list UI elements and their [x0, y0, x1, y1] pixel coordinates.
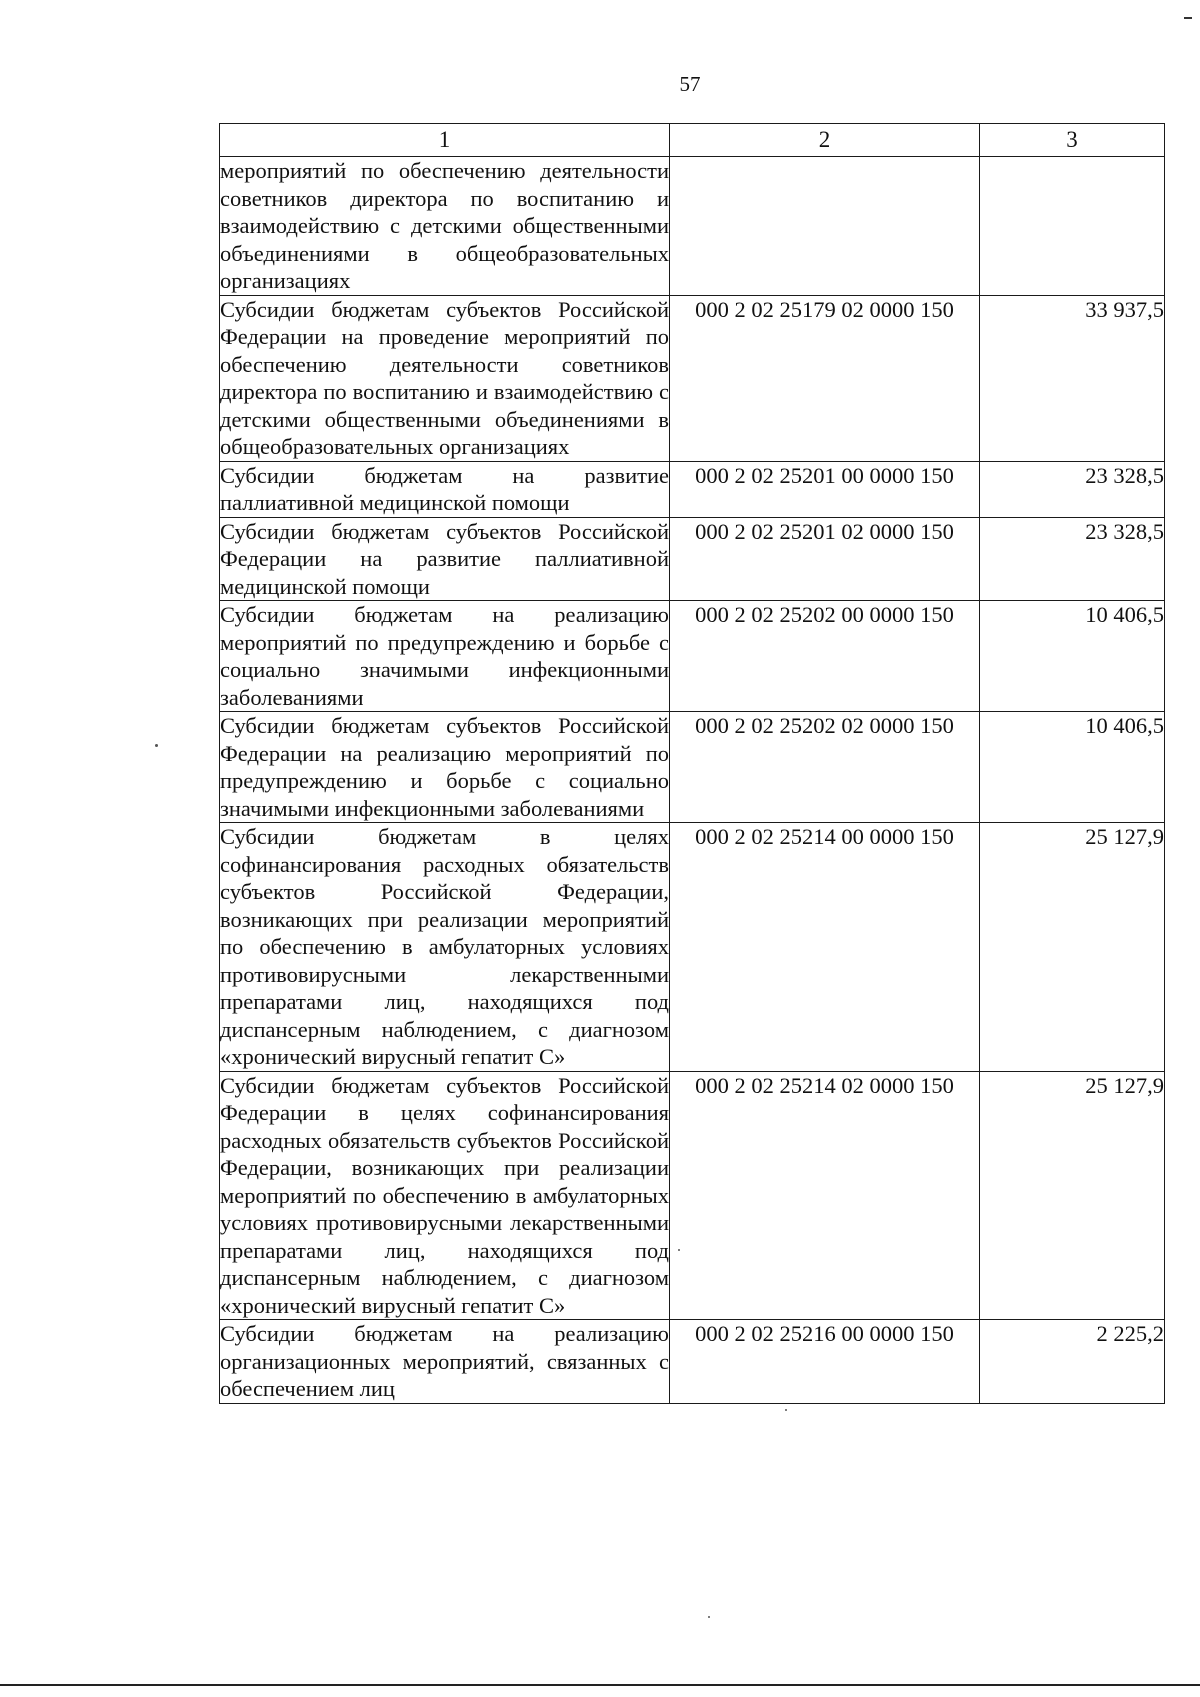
row-description: Субсидии бюджетам субъектов Российской Федерации в целях софинансирования расходных обязательств субъектов Российской Федерации, возникающих при реализации мероприятий по обеспечению в амбулаторных условиях противовирусными лекарственными препаратами лиц, находящихся под диспансерным наблюдением, с диагнозом «хронический вирусный гепатит С» [220, 1072, 669, 1318]
header-column-3: 3 [980, 124, 1165, 157]
row-code: 000 2 02 25179 02 0000 150 [670, 295, 980, 461]
header-row [220, 124, 1165, 157]
row-amount: 10 406,5 [980, 601, 1165, 712]
row-description: мероприятий по обеспечению деятельности советников директора по воспитанию и взаимодействию с детскими общественными объединениями в общеобразовательных организациях [220, 158, 669, 293]
row-description: Субсидии бюджетам на реализацию мероприятий по предупреждению и борьбе с социально значимыми инфекционными заболеваниями [220, 602, 669, 710]
table-row [220, 517, 1165, 601]
page-number: 57 [679, 72, 701, 96]
row-code [670, 157, 980, 296]
row-amount: 25 127,9 [980, 1071, 1165, 1320]
table-row [220, 157, 1165, 296]
bottom-rule [0, 1684, 1200, 1686]
table-row [220, 601, 1165, 712]
row-code: 000 2 02 25201 02 0000 150 [670, 517, 980, 601]
row-description: Субсидии бюджетам на реализацию организационных мероприятий, связанных с обеспечением лиц [220, 1321, 669, 1401]
row-description: Субсидии бюджетам субъектов Российской Федерации на реализацию мероприятий по предупреждению и борьбе с социально значимыми инфекционными заболеваниями [220, 713, 669, 821]
row-code: 000 2 02 25214 00 0000 150 [670, 823, 980, 1072]
row-amount: 23 328,5 [980, 461, 1165, 517]
scan-mark-dot [155, 744, 158, 747]
scan-mark-dot [678, 1249, 680, 1251]
row-code: 000 2 02 25216 00 0000 150 [670, 1320, 980, 1404]
header-column-2: 2 [670, 124, 980, 157]
row-amount: 23 328,5 [980, 517, 1165, 601]
table-row [220, 461, 1165, 517]
row-description: Субсидии бюджетам субъектов Российской Федерации на проведение мероприятий по обеспечению деятельности советников директора по воспитанию и взаимодействию с детскими общественными объединениями в общеобразовательных организациях [220, 296, 669, 459]
row-code: 000 2 02 25202 02 0000 150 [670, 712, 980, 823]
header-column-1: 1 [220, 124, 670, 157]
table-row [220, 823, 1165, 1072]
table-row [220, 1320, 1165, 1404]
row-amount: 25 127,9 [980, 823, 1165, 1072]
row-code: 000 2 02 25201 00 0000 150 [670, 461, 980, 517]
table-row [220, 712, 1165, 823]
budget-table [219, 123, 1165, 1404]
row-amount: 2 225,2 [980, 1320, 1165, 1404]
table-row [220, 1071, 1165, 1320]
scan-mark-dot [708, 1616, 710, 1618]
scan-mark-top [1184, 17, 1192, 19]
row-amount: 10 406,5 [980, 712, 1165, 823]
row-code: 000 2 02 25214 02 0000 150 [670, 1071, 980, 1320]
scan-mark-dot [785, 1409, 787, 1411]
table-row [220, 295, 1165, 461]
row-code: 000 2 02 25202 00 0000 150 [670, 601, 980, 712]
row-amount [980, 157, 1165, 296]
row-amount: 33 937,5 [980, 295, 1165, 461]
row-description: Субсидии бюджетам на развитие паллиативной медицинской помощи [220, 462, 669, 515]
row-description: Субсидии бюджетам субъектов Российской Федерации на развитие паллиативной медицинской помощи [220, 518, 669, 599]
row-description: Субсидии бюджетам в целях софинансирования расходных обязательств субъектов Российской Федерации, возникающих при реализации мероприятий по обеспечению в амбулаторных условиях противовирусными лекарственными препаратами лиц, находящихся под диспансерным наблюдением, с диагнозом «хронический вирусный гепатит С» [220, 824, 669, 1069]
